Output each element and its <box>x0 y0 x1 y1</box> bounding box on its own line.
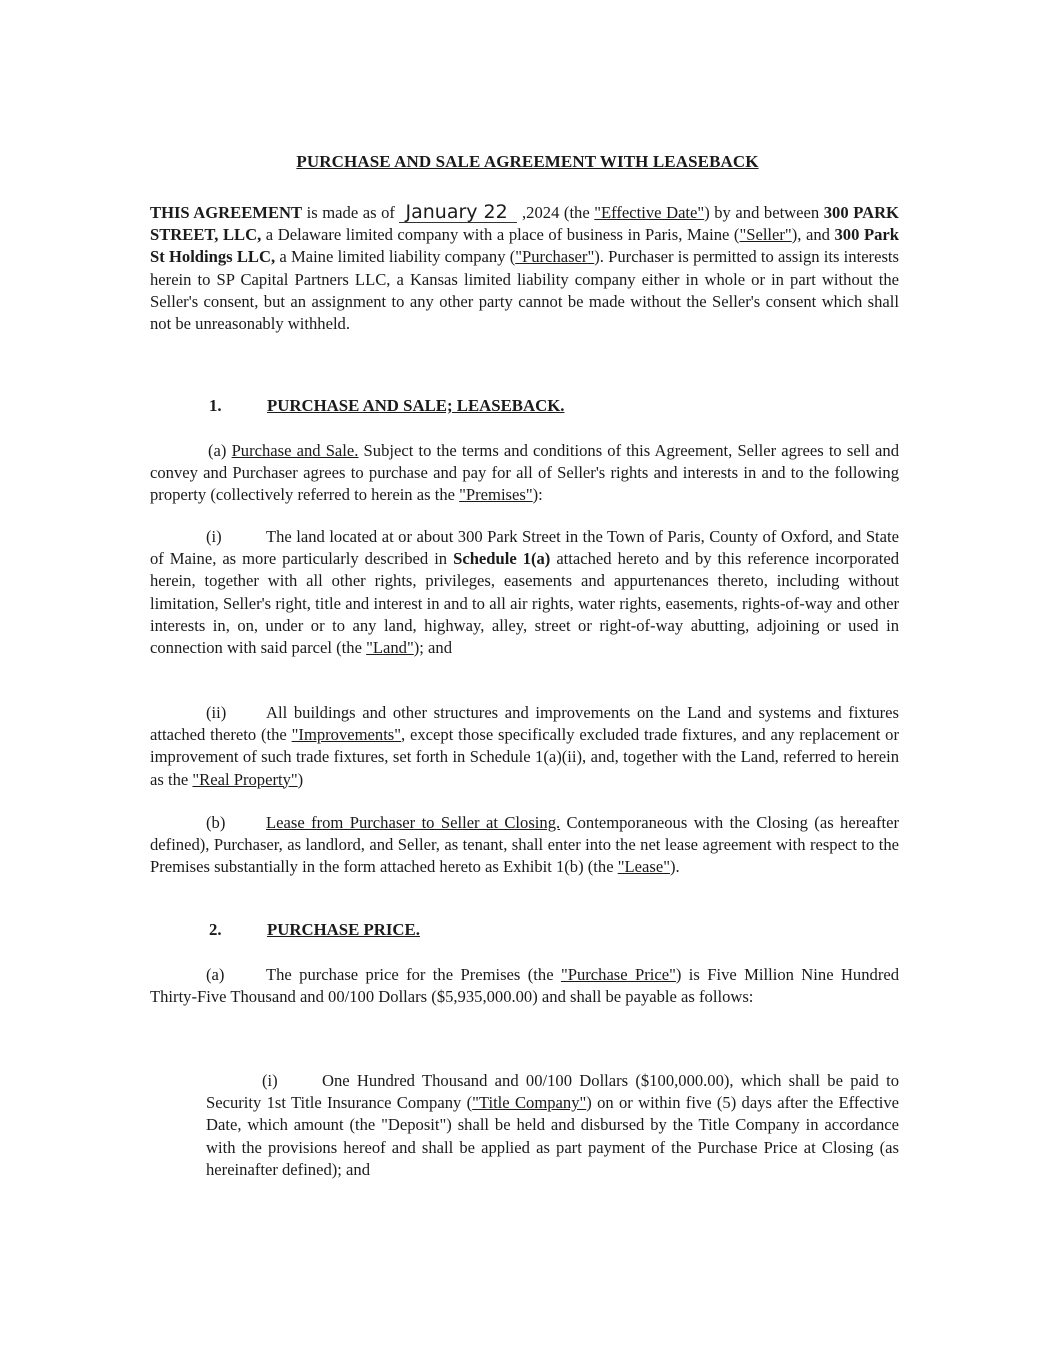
section-1a-i-paragraph <box>150 526 899 659</box>
handwritten-date: January 22 <box>399 203 517 223</box>
section-2a-i-paragraph <box>206 1070 899 1181</box>
improvements-term: "Improvements" <box>291 725 402 745</box>
land-term: "Land" <box>366 638 414 658</box>
clause-text: ) <box>297 769 304 789</box>
intro-text: ). Purchaser is permitted to assign its interests herein to SP Capital Partners LLC, a Kansas limited liability company either in whole or in part without the Seller's consent, but an assignment to any other party cannot be made without the Seller's consent which shall not be unreasonably withheld. <box>150 247 899 334</box>
clause-label: (ii) <box>206 703 227 722</box>
section-title: PURCHASE PRICE. <box>267 920 420 939</box>
clause-caption: Lease from Purchaser to Seller at Closing. <box>266 813 561 832</box>
premises-term: "Premises" <box>459 485 533 505</box>
section-1-heading <box>209 396 564 416</box>
clause-text: , except those specifically excluded trade fixtures, and any replacement or improvement of such trade fixtures, set forth in Schedule 1(a)(ii), and, together with the Land, referred to herein as the <box>150 725 899 789</box>
section-number: 2. <box>209 920 222 939</box>
clause-text: The purchase price for the Premises (the <box>266 965 561 984</box>
clause-text: attached hereto and by this reference incorporated herein, together with all other rights, privileges, easements and appurtenances thereto, including without limitation, Seller's right, title and interest in and to all air rights, water rights, easements, rights-of-way and other interests in, on, under or to any land, highway, alley, street or right-of-way abutting, adjoining or used in connection with said parcel (the <box>150 549 899 658</box>
purchaser-term: "Purchaser" <box>515 247 595 267</box>
clause-label: (b) <box>206 813 226 832</box>
clause-caption: Purchase and Sale. <box>231 441 359 460</box>
clause-text: Contemporaneous with the Closing (as hereafter defined), Purchaser, as landlord, and Seller, as tenant, shall enter into the net lease agreement with respect to the Premises substantially in the form attached hereto as Exhibit 1(b) (the <box>150 813 900 877</box>
intro-text: a Maine limited liability company ( <box>275 247 516 267</box>
section-2a-paragraph <box>150 964 899 1008</box>
clause-text: ). <box>669 857 680 877</box>
lease-term: "Lease" <box>617 857 670 877</box>
intro-lead: THIS AGREEMENT <box>150 203 303 222</box>
purchase-price-term: "Purchase Price" <box>560 965 676 984</box>
clause-text: ) on or within five (5) days after the Effective Date, which amount (the "Deposit") shall be held and disbursed by the Title Company in accordance with the provisions hereof and shall be applied as part payment of the Purchase Price at Closing (as hereinafter defined); and <box>206 1093 899 1179</box>
section-number: 1. <box>209 396 222 415</box>
purchaser-name: 300 Park St Holdings LLC, <box>150 225 899 267</box>
real-property-term: "Real Property" <box>192 769 298 789</box>
clause-text: One Hundred Thousand and 00/100 Dollars ($100,000.00), which shall be paid to Security 1st Title Insurance Company ( <box>206 1071 899 1113</box>
clause-text: ); and <box>413 638 453 658</box>
intro-text: a Delaware limited company with a place of business in Paris, Maine ( <box>261 225 740 245</box>
effective-date-term: "Effective Date" <box>594 203 705 222</box>
section-title: PURCHASE AND SALE; LEASEBACK. <box>267 396 565 415</box>
clause-text: ) is Five Million Nine Hundred Thirty-Five Thousand and 00/100 Dollars ($5,935,000.00) and shall be payable as follows: <box>150 965 900 1007</box>
clause-text: All buildings and other structures and improvements on the Land and systems and fixtures attached thereto (the <box>150 703 899 745</box>
schedule-reference: Schedule 1(a) <box>453 549 551 569</box>
clause-text: ): <box>532 485 543 505</box>
clause-label: (i) <box>262 1071 278 1090</box>
intro-paragraph <box>150 202 899 335</box>
clause-text: The land located at or about 300 Park Street in the Town of Paris, County of Oxford, and State of Maine, as more particularly described in <box>150 527 899 569</box>
intro-text: ,2024 (the <box>517 203 595 222</box>
clause-label: (a) <box>208 441 227 460</box>
seller-name: 300 PARK STREET, LLC, <box>150 203 899 245</box>
clause-text: Subject to the terms and conditions of this Agreement, Seller agrees to sell and convey and Purchaser agrees to purchase and pay for all of Seller's rights and interests in and to the following property (collectively referred to herein as the <box>150 441 899 505</box>
title-company-term: "Title Company" <box>472 1093 587 1113</box>
intro-text: ) by and between <box>704 203 824 222</box>
clause-label: (i) <box>206 527 222 546</box>
intro-text: is made as of <box>302 203 400 222</box>
document-title: PURCHASE AND SALE AGREEMENT WITH LEASEBACK <box>296 152 759 171</box>
section-1a-paragraph <box>150 440 899 507</box>
section-1a-ii-paragraph <box>150 702 899 791</box>
seller-term: "Seller" <box>739 225 792 245</box>
intro-text: ), and <box>791 225 835 245</box>
section-1b-paragraph <box>150 812 899 879</box>
section-2-heading <box>209 920 420 940</box>
clause-label: (a) <box>206 965 225 984</box>
